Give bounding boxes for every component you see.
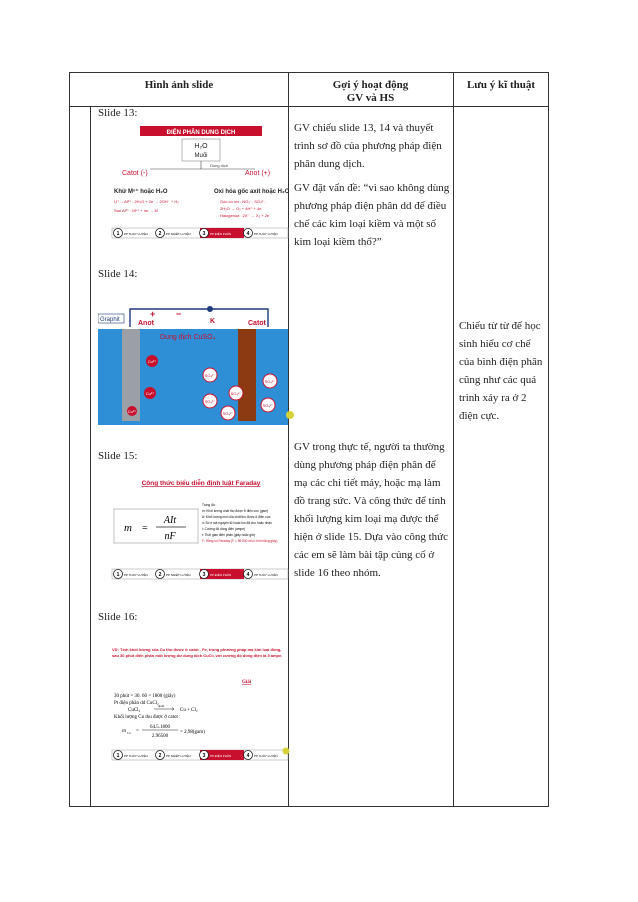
narrow-col-divider <box>90 106 91 806</box>
s13-title: ĐIỆN PHÂN DUNG DỊCH <box>166 130 236 136</box>
header-activity-line2: GV và HS <box>346 92 395 104</box>
s15-m: m <box>124 522 132 534</box>
s16-l4: Khối lượng Cu thu được ở catot : <box>114 715 181 720</box>
svg-text:1: 1 <box>116 231 120 237</box>
svg-text:4: 4 <box>246 572 250 578</box>
s13-left-l2: Sau Al³⁺ : Mⁿ⁺ + ne → M <box>114 208 158 213</box>
s16-dp: đpdd <box>158 704 164 708</box>
header-activity-line1: Gợi ý hoạt động <box>332 79 409 91</box>
s14-so4-ion-6: SO₄²⁻ <box>222 411 234 416</box>
s15-legend-3: n: Số e mà nguyên tử hoặc ion đã cho hoặc nhận <box>202 521 272 525</box>
s13-muoi: Muối <box>194 153 208 159</box>
s16-l1: 30 phút = 30. 60 = 1800 (giây) <box>114 694 176 699</box>
col-divider-2 <box>453 73 454 806</box>
s16-nav-bar <box>112 750 288 760</box>
svg-text:3: 3 <box>202 753 206 759</box>
s14-so4-ion-5: SO₄²⁻ <box>262 403 274 408</box>
svg-text:3: 3 <box>202 231 206 237</box>
s15-title: Công thức biểu diễn định luật Faraday <box>141 480 261 487</box>
s16-corner-bulb-icon <box>283 748 290 755</box>
s14-so4-ion-4: SO₄²⁻ <box>264 379 276 384</box>
s15-legend-4: I: Cường độ dòng điện (ampe) <box>202 527 246 531</box>
s13-right-l2: 2H₂O → O₂ + 4H⁺ + 4e <box>220 206 262 211</box>
s14-corner-bulb-icon <box>286 411 294 419</box>
technique-note: Chiếu từ từ để học sinh hiểu cơ chế của bình điện phân cũng như các quá trình xảy ra ở 2 điện cực. <box>459 320 543 422</box>
s16-giai: Giải <box>242 680 252 685</box>
svg-text:2: 2 <box>158 753 162 759</box>
s15-legend-6: F: Hằng số Faraday (F = 96 500 nếu t tính bằng giây) <box>202 539 278 543</box>
header-technique: Lưu ý kĩ thuật <box>466 79 536 91</box>
s14-minus: − <box>176 309 182 319</box>
header-activity <box>288 79 453 105</box>
svg-text:1: 1 <box>116 753 120 759</box>
header-divider <box>70 106 548 107</box>
svg-text:=: = <box>136 729 139 734</box>
lesson-table <box>69 72 549 807</box>
s13-left-l1: Li⁺→ Al³⁺ : 2H₂O + 2e → 2OH⁻ + H₂ <box>114 199 179 204</box>
s16-l3a: CuCl₂ <box>128 708 141 713</box>
s13-anot: Anot (+) <box>245 170 271 177</box>
s16-nav-2: PP NHIỆT LUYỆN <box>166 754 191 758</box>
s13-right-l1: Gốc có oxi : NO₃⁻, SO₄²⁻, <box>220 199 267 204</box>
svg-text:4: 4 <box>246 231 250 237</box>
activity-p3: GV trong thực tế, người ta thường dùng phương pháp điện phân để mạ các chi tiết máy, hoặc mạ làm đồ trang sức. Và công thức để tính khối lượng kim loại mạ được thể hiện ở slide 15. Dựa vào công thức các em sẽ làm bài tập củng cố ở slide 16 theo nhóm. <box>294 441 448 579</box>
s16-nav-3: PP ĐIỆN PHÂN <box>210 754 232 758</box>
s16-mcu-sub: Cu <box>127 731 131 735</box>
svg-text:4: 4 <box>246 753 250 759</box>
header-slide-image: Hình ảnh slide <box>144 79 214 91</box>
slide16-thumbnail <box>110 645 292 767</box>
s14-k: K <box>210 318 216 325</box>
s13-nav-1: PP THỦY LUYỆN <box>124 232 148 236</box>
s14-graphit: Graphit <box>100 317 120 323</box>
activity-p2: GV đặt vấn đề: “vì sao không dùng phương pháp điện phân dd để điều chế các kim loại kiềm và một số kim loại kiềm thổ?” <box>294 182 450 248</box>
s14-catot: Catot <box>248 320 266 327</box>
s16-fnum: 64.5.1800 <box>150 725 170 730</box>
s14-cu-ion-2: Cu²⁺ <box>145 391 155 396</box>
s15-legend-2: A: Khối lượng mol của chất thu được ở điện cực <box>202 515 271 519</box>
s13-left-head: Khử Mⁿ⁺ hoặc H₂O <box>114 189 168 195</box>
s16-fres: = 2,98(gam) <box>180 730 205 735</box>
s14-anot: Anot <box>138 320 154 327</box>
s15-legend-1: m: Khối lượng chất thu được ở điện cực (gam) <box>202 509 269 513</box>
s14-plus: + <box>150 309 156 319</box>
s16-fden: 2.96500 <box>151 734 169 739</box>
s14-cu-ion-1: Cu²⁺ <box>147 359 157 364</box>
svg-text:1: 1 <box>116 572 120 578</box>
s16-l3b: Cu + Cl₂ <box>180 708 198 713</box>
s14-dd: Dung dịch CuSO₄ <box>160 334 216 341</box>
s15-nav-1: PP THỦY LUYỆN <box>124 573 148 577</box>
slide13-label: Slide 13: <box>98 107 138 119</box>
svg-text:3: 3 <box>202 572 206 578</box>
s16-nav-1: PP THỦY LUYỆN <box>124 754 148 758</box>
slide15-thumbnail <box>110 473 292 585</box>
svg-text:2: 2 <box>158 572 162 578</box>
s14-so4-ion-3: SO₄²⁻ <box>204 399 216 404</box>
activity-p1: GV chiếu slide 13, 14 và thuyết trình sơ đồ của phương pháp điện phân dung dịch. <box>294 122 442 170</box>
s16-nav-4: PP THỦY LUYỆN <box>254 754 278 758</box>
s15-legend-5: t: Thời gian điện phân (giây hoặc giờ) <box>202 533 256 537</box>
svg-text:2: 2 <box>158 231 162 237</box>
s16-problem: VD: Tính khối lượng của Cu thu được ở catot - Fe, trong phương pháp mạ kim loại đồng, sau 30 phút điện phân một lượng dư dung dịch CuCl₂ với cường độ dòng điện là 5 ampe. <box>112 647 283 658</box>
s13-right-l3: Halogenua : 2X⁻ → X₂ + 2e <box>220 213 270 218</box>
s13-nav-bar <box>112 228 288 238</box>
s15-eq: = <box>142 523 148 534</box>
s13-h2o: H₂O <box>194 143 208 150</box>
s15-nav-4: PP THỦY LUYỆN <box>254 573 278 577</box>
s14-so4-ion-2: SO₄²⁻ <box>230 391 242 396</box>
s15-den: nF <box>164 531 176 542</box>
s14-so4-ion-1: SO₄²⁻ <box>204 373 216 378</box>
s13-right-head: Oxi hóa gốc axit hoặc H₂O <box>214 189 290 195</box>
slide13-thumbnail <box>110 121 292 243</box>
slide14-thumbnail <box>98 305 294 425</box>
s13-nav-3: PP ĐIỆN PHÂN <box>210 232 232 236</box>
s16-mcu: m <box>122 728 126 734</box>
s15-nav-3: PP ĐIỆN PHÂN <box>210 573 232 577</box>
slide14-label: Slide 14: <box>98 268 138 280</box>
s13-catot: Catot (-) <box>122 170 148 177</box>
s15-nav-bar <box>112 569 288 579</box>
slide15-label: Slide 15: <box>98 450 138 462</box>
slide16-label: Slide 16: <box>98 611 138 623</box>
s13-dungdich: Dung dịch <box>210 163 229 168</box>
s15-nav-2: PP NHIỆT LUYỆN <box>166 573 191 577</box>
s15-legend-0: Trong đó: <box>202 503 216 507</box>
s13-nav-4: PP THỦY LUYỆN <box>254 232 278 236</box>
s15-num: AIt <box>163 515 177 526</box>
s14-cu-ion-3: Cu²⁺ <box>127 409 137 414</box>
s16-l2: Pt điện phân dd CuCl₂ <box>114 701 159 706</box>
s13-nav-2: PP NHIỆT LUYỆN <box>166 232 191 236</box>
